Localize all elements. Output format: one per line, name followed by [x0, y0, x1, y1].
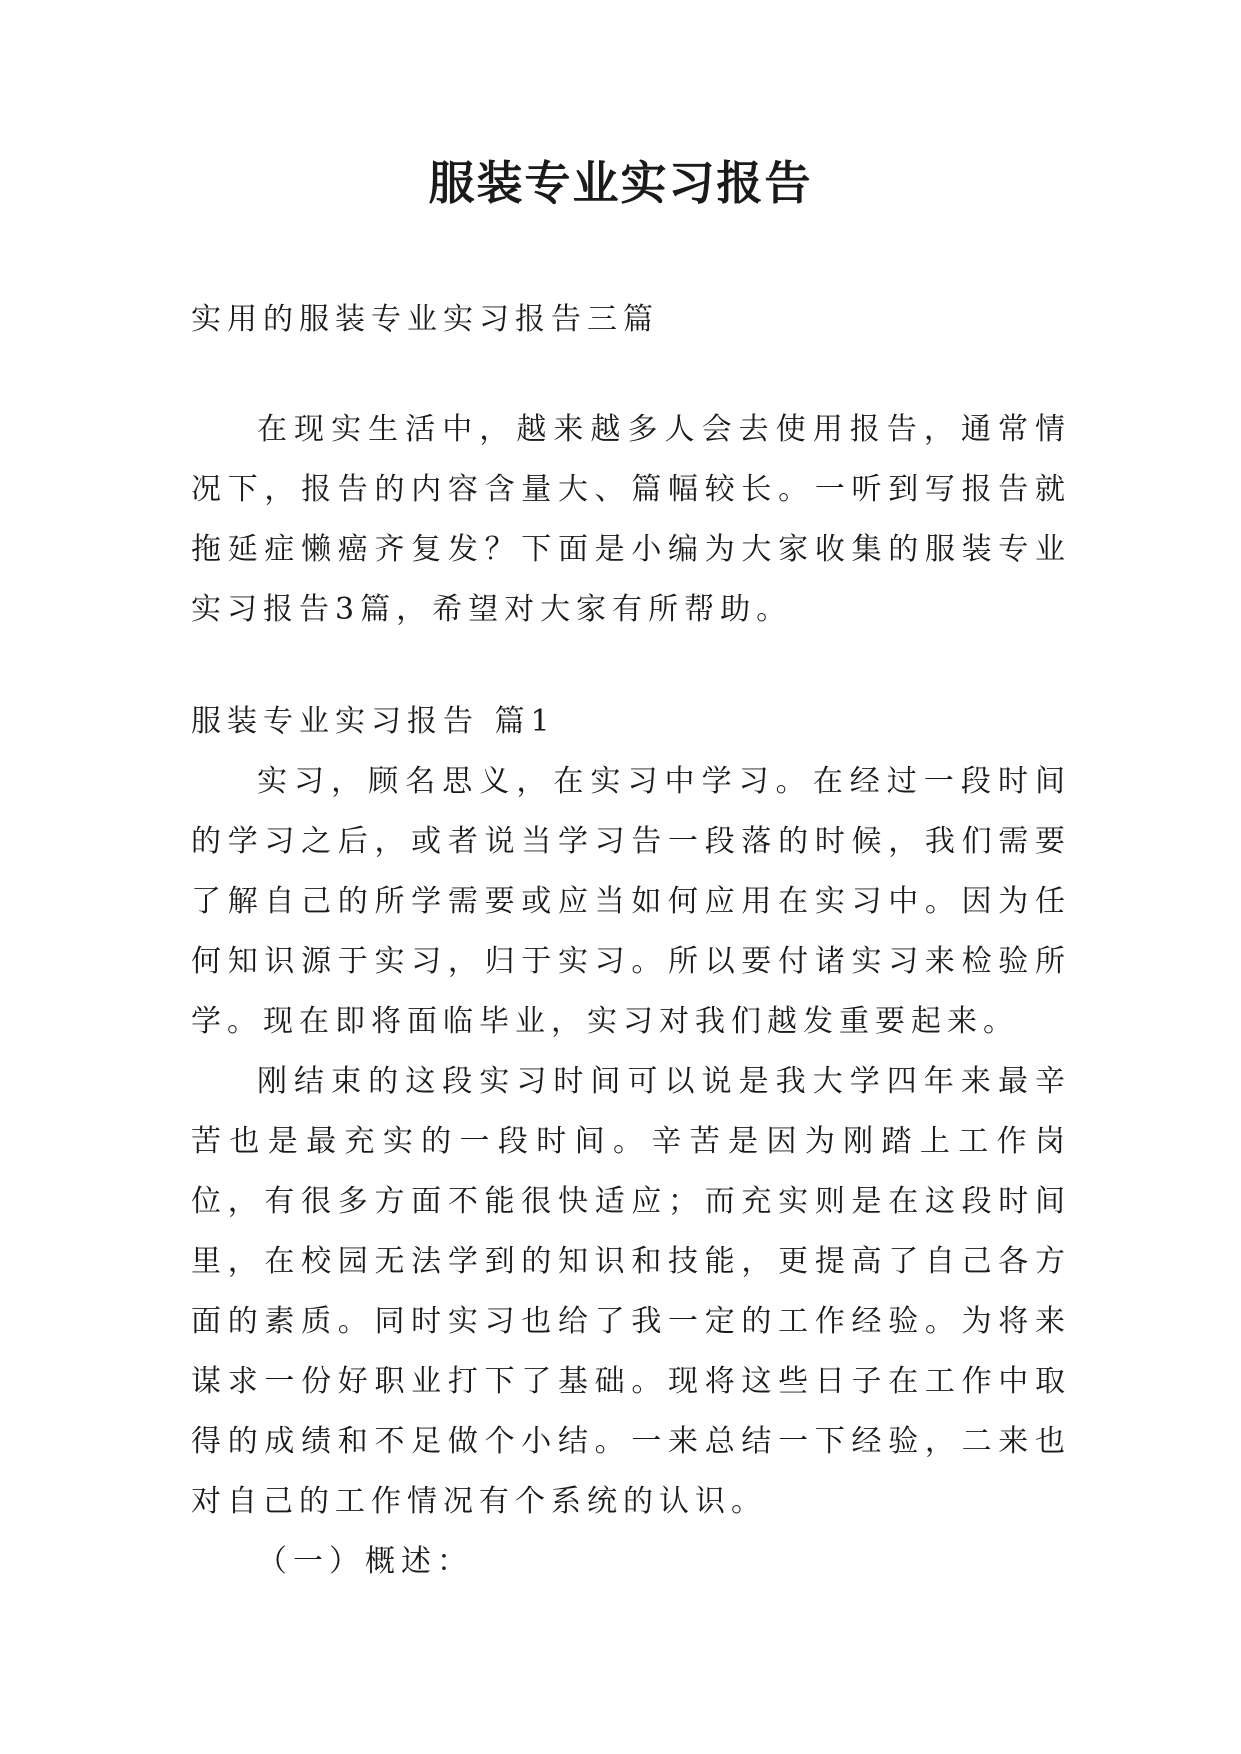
- subheading-overview: （一）概述：: [257, 1544, 473, 1579]
- body-paragraph-1: 实习，顾名思义，在实习中学习。在经过一段时间的学习之后，或者说当学习告一段落的时候，我们需要了解自己的所学需要或应当如何应用在实习中。因为任何知识源于实习，归于实习。所以要付诸实习来检验所学。现在即将面临毕业，实习对我们越发重要起来。: [191, 764, 1071, 1039]
- section-heading: 服装专业实习报告 篇1: [191, 704, 556, 739]
- document-subtitle: 实用的服装专业实习报告三篇: [191, 302, 659, 337]
- document-title: 服装专业实习报告: [428, 156, 813, 210]
- intro-paragraph: 在现实生活中，越来越多人会去使用报告，通常情况下，报告的内容含量大、篇幅较长。一听到写报告就拖延症懒癌齐复发？下面是小编为大家收集的服装专业实习报告3篇，希望对大家有所帮助。: [191, 412, 1071, 627]
- body-paragraph-2: 刚结束的这段实习时间可以说是我大学四年来最辛苦也是最充实的一段时间。辛苦是因为刚踏上工作岗位，有很多方面不能很快适应；而充实则是在这段时间里，在校园无法学到的知识和技能，更提高了自己各方面的素质。同时实习也给了我一定的工作经验。为将来谋求一份好职业打下了基础。现将这些日子在工作中取得的成绩和不足做个小结。一来总结一下经验，二来也对自己的工作情况有个系统的认识。: [191, 1064, 1071, 1519]
